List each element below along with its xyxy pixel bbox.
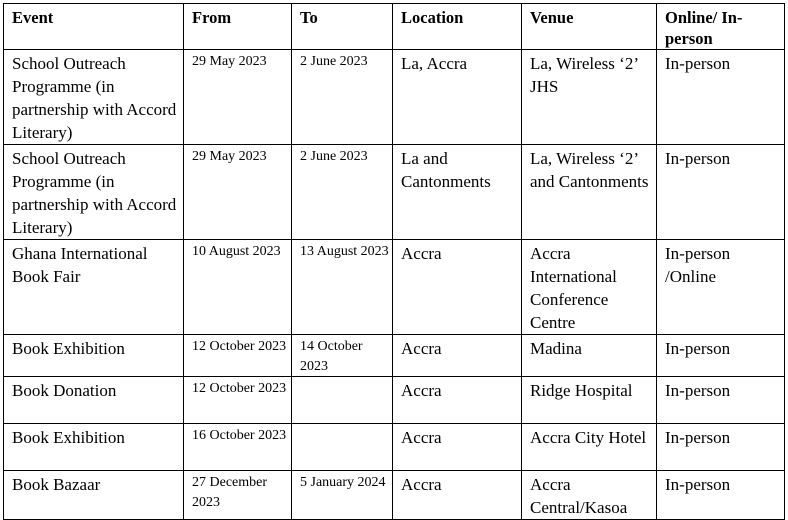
cell-event: Book Exhibition [4, 335, 184, 377]
cell-to [292, 377, 393, 424]
cell-mode: In-person [657, 145, 785, 240]
cell-to: 2 June 2023 [292, 145, 393, 240]
header-row [4, 4, 785, 50]
table-row [4, 145, 785, 240]
cell-venue: La, Wireless ‘2’ JHS [522, 50, 657, 145]
table-row [4, 471, 785, 520]
cell-mode: In-person [657, 377, 785, 424]
cell-event: School Outreach Programme (in partnership with Accord Literary) [4, 50, 184, 145]
cell-from: 29 May 2023 [184, 145, 292, 240]
cell-venue: Ridge Hospital [522, 377, 657, 424]
cell-from: 12 October 2023 [184, 335, 292, 377]
cell-venue: Accra Central/Kasoa [522, 471, 657, 520]
events-table [3, 3, 785, 520]
cell-from: 12 October 2023 [184, 377, 292, 424]
cell-location: Accra [393, 240, 522, 335]
cell-from: 29 May 2023 [184, 50, 292, 145]
cell-to: 2 June 2023 [292, 50, 393, 145]
cell-location: Accra [393, 424, 522, 471]
cell-event: Book Exhibition [4, 424, 184, 471]
header-event: Event [4, 4, 184, 50]
cell-location: Accra [393, 335, 522, 377]
cell-venue: La, Wireless ‘2’ and Cantonments [522, 145, 657, 240]
table-row [4, 335, 785, 377]
cell-venue: Accra International Conference Centre [522, 240, 657, 335]
cell-to: 5 January 2024 [292, 471, 393, 520]
cell-location: La, Accra [393, 50, 522, 145]
cell-venue: Madina [522, 335, 657, 377]
cell-location: La and Cantonments [393, 145, 522, 240]
cell-to: 14 October 2023 [292, 335, 393, 377]
header-mode: Online/ In-person [657, 4, 785, 50]
cell-location: Accra [393, 377, 522, 424]
cell-location: Accra [393, 471, 522, 520]
cell-event: Ghana International Book Fair [4, 240, 184, 335]
cell-mode: In-person /Online [657, 240, 785, 335]
cell-venue: Accra City Hotel [522, 424, 657, 471]
cell-mode: In-person [657, 471, 785, 520]
cell-event: School Outreach Programme (in partnership with Accord Literary) [4, 145, 184, 240]
cell-from: 16 October 2023 [184, 424, 292, 471]
table-row [4, 424, 785, 471]
cell-to [292, 424, 393, 471]
header-to: To [292, 4, 393, 50]
cell-from: 27 December 2023 [184, 471, 292, 520]
header-venue: Venue [522, 4, 657, 50]
header-from: From [184, 4, 292, 50]
table-row [4, 377, 785, 424]
table-row [4, 50, 785, 145]
cell-to: 13 August 2023 [292, 240, 393, 335]
header-location: Location [393, 4, 522, 50]
cell-event: Book Donation [4, 377, 184, 424]
cell-mode: In-person [657, 424, 785, 471]
cell-event: Book Bazaar [4, 471, 184, 520]
cell-mode: In-person [657, 50, 785, 145]
cell-from: 10 August 2023 [184, 240, 292, 335]
cell-mode: In-person [657, 335, 785, 377]
table-row [4, 240, 785, 335]
